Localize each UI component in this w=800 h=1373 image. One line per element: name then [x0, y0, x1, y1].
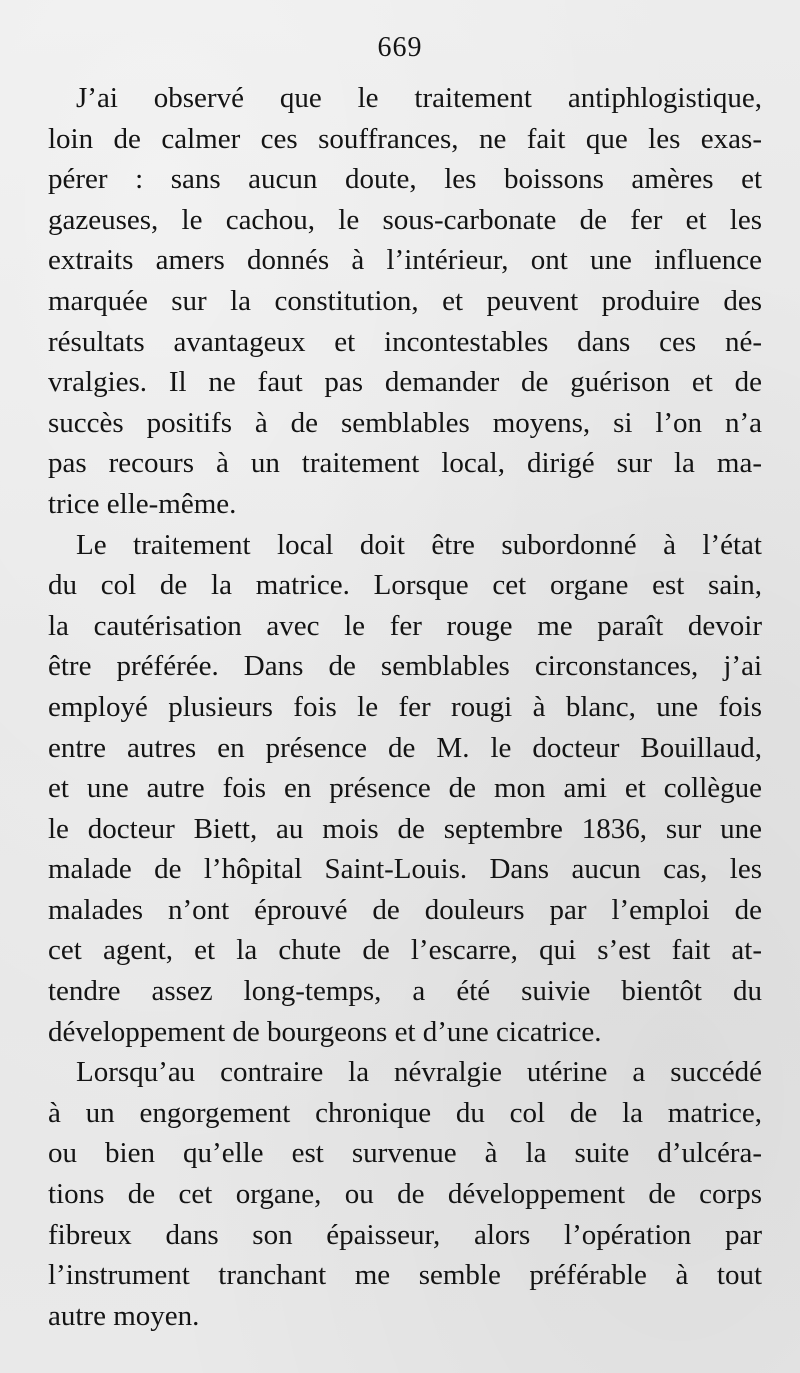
page-body-text — [48, 78, 762, 1336]
text-line: cet agent, et la chute de l’escarre, qui s’est fait at- — [48, 934, 762, 967]
text-line: Lorsqu’au contraire la névralgie utérine a succédé — [76, 1056, 762, 1089]
text-line: le docteur Biett, au mois de septembre 1836, sur une — [48, 812, 762, 845]
text-line: pas recours à un traitement local, dirigé sur la ma- — [48, 447, 762, 480]
text-line: vralgies. Il ne faut pas demander de guérison et de — [48, 366, 762, 399]
text-line: résultats avantageux et incontestables dans ces né- — [48, 325, 762, 358]
text-line: l’instrument tranchant me semble préférable à tout — [48, 1259, 762, 1292]
text-line: marquée sur la constitution, et peuvent produire des — [48, 284, 762, 317]
text-line: Le traitement local doit être subordonné à l’état — [76, 528, 762, 561]
page-number: 669 — [377, 32, 423, 63]
text-line: loin de calmer ces souffrances, ne fait que les exas- — [48, 122, 762, 155]
text-line: fibreux dans son épaisseur, alors l’opération par — [48, 1218, 762, 1251]
text-line: trice elle-même. — [48, 487, 237, 520]
text-line: et une autre fois en présence de mon ami et collègue — [48, 772, 762, 805]
text-line: gazeuses, le cachou, le sous-carbonate de fer et les — [48, 203, 762, 236]
text-line: J’ai observé que le traitement antiphlogistique, — [76, 82, 762, 114]
text-line: ou bien qu’elle est survenue à la suite d’ulcéra- — [48, 1137, 762, 1170]
text-line: succès positifs à de semblables moyens, si l’on n’a — [48, 406, 762, 439]
text-line: extraits amers donnés à l’intérieur, ont une influence — [48, 244, 762, 277]
text-line: tions de cet organe, ou de développement de corps — [48, 1178, 762, 1211]
text-line: la cautérisation avec le fer rouge me paraît devoir — [48, 609, 762, 642]
text-line: à un engorgement chronique du col de la matrice, — [48, 1096, 762, 1129]
text-line: tendre assez long-temps, a été suivie bientôt du — [48, 975, 762, 1008]
text-line: pérer : sans aucun doute, les boissons amères et — [48, 163, 762, 196]
text-line: développement de bourgeons et d’une cicatrice. — [48, 1015, 602, 1048]
text-line: du col de la matrice. Lorsque cet organe est sain, — [48, 569, 762, 602]
text-line: entre autres en présence de M. le docteur Bouillaud, — [48, 731, 762, 764]
text-line: employé plusieurs fois le fer rougi à blanc, une fois — [48, 690, 762, 723]
text-line: autre moyen. — [48, 1299, 200, 1332]
text-line: être préférée. Dans de semblables circonstances, j’ai — [48, 650, 762, 683]
text-line: malades n’ont éprouvé de douleurs par l’emploi de — [48, 893, 762, 926]
text-line: malade de l’hôpital Saint-Louis. Dans aucun cas, les — [48, 853, 762, 886]
